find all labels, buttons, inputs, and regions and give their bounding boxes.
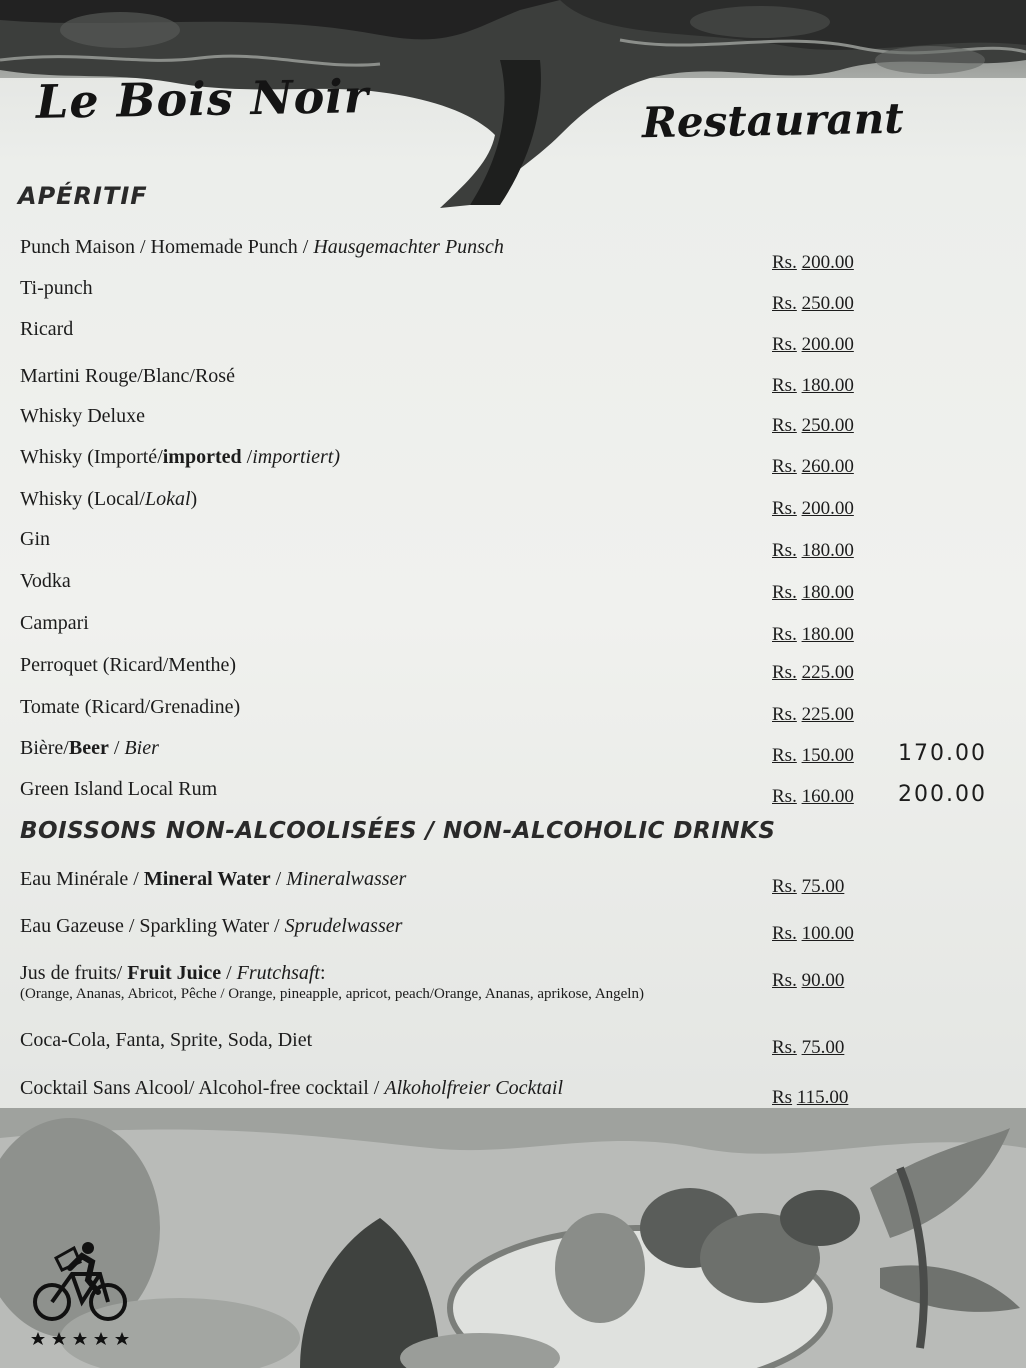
menu-item-name [20,488,197,511]
menu-item-name [20,1077,563,1100]
price-amount: 225.00 [801,704,854,725]
five-stars-icon [31,1332,129,1345]
price-currency: Rs. [772,293,797,314]
text-segment: ) [190,488,198,510]
cyclist-icon [30,1240,134,1350]
text-segment: / [108,737,125,759]
menu-item-price [772,624,854,646]
section-title-aperitif: APÉRITIF [18,182,148,210]
price-amount: 180.00 [801,375,854,396]
text-segment: Coca-Cola, Fanta, Sprite, Soda, Diet [20,1029,313,1051]
menu-item-price [772,540,854,562]
text-segment: Eau Minérale / [20,868,144,890]
menu-item-name [20,868,406,891]
menu-item-price [772,293,854,315]
menu-item-name [20,570,71,593]
menu-item-name [20,915,402,938]
price-currency: Rs [772,1087,793,1108]
menu-item-price [772,704,854,726]
menu-item-name [20,405,145,428]
text-segment: ) [638,986,644,1002]
price-amount: 200.00 [801,498,854,519]
text-segment: Campari [20,612,89,634]
text-segment: Perroquet (Ricard/Menthe) [20,654,237,676]
text-segment: Bière/ [20,737,69,759]
price-amount: 75.00 [801,876,845,897]
restaurant-brand: Le Bois Noir [35,69,370,129]
price-amount: 75.00 [801,1037,845,1058]
price-currency: Rs. [772,662,797,683]
price-currency: Rs. [772,415,797,436]
menu-item-price [772,745,854,767]
text-segment: importiert) [252,446,340,468]
menu-item-name [20,528,50,551]
price-amount: 115.00 [796,1087,849,1108]
price-amount: 260.00 [801,456,854,477]
text-segment: : [320,962,326,984]
menu-item-name [20,778,217,801]
menu-item-name [20,696,240,719]
text-segment: Frutchsaft [236,962,320,984]
menu-item [20,696,1010,736]
price-currency: Rs. [772,745,797,766]
revised-price: 200.00 [898,782,987,807]
restaurant-label: Restaurant [641,93,905,148]
price-currency: Rs. [772,1037,797,1058]
price-currency: Rs. [772,498,797,519]
text-segment: Ricard [20,318,74,340]
price-currency: Rs. [772,582,797,603]
menu-item-price [772,786,854,808]
menu-item [20,915,1010,955]
text-segment: Gin [20,528,50,550]
price-amount: 160.00 [801,786,854,807]
menu-item-price [772,582,854,604]
text-segment: Bier [124,737,159,759]
price-amount: 150.00 [801,745,854,766]
menu-item [20,737,1010,777]
price-currency: Rs. [772,456,797,477]
menu-item-price [772,375,854,397]
menu-item-name [20,318,73,341]
text-segment: Vodka [20,570,71,592]
text-segment: Eau Gazeuse / Sparkling Water / [20,915,285,937]
price-amount: 200.00 [801,252,854,273]
text-segment: Tomate (Ricard/Grenadine) [20,696,241,718]
price-amount: 225.00 [801,662,854,683]
price-currency: Rs. [772,540,797,561]
price-currency: Rs. [772,786,797,807]
price-currency: Rs. [772,970,797,991]
menu-item [20,446,1010,486]
menu-item [20,962,1010,1002]
menu-item-name [20,962,326,985]
menu-item [20,277,1010,317]
menu-item-price [772,334,854,356]
text-segment: Mineral Water [143,868,271,890]
menu-item [20,365,1010,405]
text-segment: Fruit Juice [127,962,222,984]
text-segment: Green Island Local Rum [20,778,218,800]
menu-item-name [20,654,236,677]
text-segment: Whisky (Local/ [20,488,145,510]
menu-item [20,612,1010,652]
text-segment: / [241,446,253,468]
menu-item-name [20,365,235,388]
price-amount: 250.00 [801,415,854,436]
menu-item [20,1029,1010,1069]
menu-item [20,318,1010,358]
section-title-non-alcoholic: BOISSONS NON-ALCOOLISÉES / NON-ALCOHOLIC DRINKS [20,818,776,844]
text-segment: Orange, pineapple, apricot, peach [228,986,430,1002]
text-segment: (Orange, Ananas, Abricot, Pêche / [20,986,229,1002]
menu-item-price [772,1037,844,1059]
price-amount: 100.00 [801,923,854,944]
menu-item-price [772,970,844,992]
menu-item-price [772,456,854,478]
menu-item-price [772,415,854,437]
text-segment: Hausgemachter Punsch [313,236,504,258]
price-amount: 180.00 [801,540,854,561]
text-segment: Lokal [144,488,191,510]
menu-item-name [20,446,340,469]
text-segment: Mineralwasser [286,868,407,890]
price-currency: Rs. [772,375,797,396]
menu-item-price [772,662,854,684]
text-segment: / [429,986,435,1002]
price-amount: 250.00 [801,293,854,314]
text-segment: Ti-punch [20,277,93,299]
text-segment: Whisky (Importé/ [20,446,163,468]
text-segment: Martini Rouge/Blanc/Rosé [20,365,235,387]
menu-item-price [772,1087,848,1109]
menu-item [20,654,1010,694]
price-amount: 90.00 [801,970,845,991]
text-segment: Jus de fruits/ [20,962,128,984]
price-currency: Rs. [772,923,797,944]
text-segment: Cocktail Sans Alcool/ Alcohol-free cocktail / [20,1077,385,1099]
price-currency: Rs. [772,334,797,355]
menu-item [20,778,1010,818]
menu-item-price [772,876,844,898]
menu-item-name [20,1029,312,1052]
menu-item [20,405,1010,445]
menu-item-name [20,236,504,259]
menu-item [20,868,1010,908]
menu-item [20,236,1010,276]
price-amount: 180.00 [801,624,854,645]
menu-item-name [20,612,89,635]
text-segment: Orange, Ananas, aprikose, Angeln [434,986,639,1002]
text-segment: / [270,868,287,890]
price-amount: 200.00 [801,334,854,355]
text-segment: Punch Maison / Homemade Punch / [20,236,314,258]
menu-item-price [772,498,854,520]
text-segment: Beer [68,737,109,759]
menu-item-note [20,986,644,1003]
text-segment: Alkoholfreier Cocktail [384,1077,564,1099]
menu-item [20,528,1010,568]
price-currency: Rs. [772,704,797,725]
menu-item-price [772,252,854,274]
text-segment: imported [162,446,242,468]
menu-item-price [772,923,854,945]
price-currency: Rs. [772,876,797,897]
menu-item-name [20,737,159,760]
menu-item-name [20,277,93,300]
revised-price: 170.00 [898,741,987,766]
menu-item [20,570,1010,610]
fruit-bowl-illustration [0,1108,1026,1368]
price-currency: Rs. [772,624,797,645]
text-segment: Whisky Deluxe [20,405,145,427]
menu-item [20,488,1010,528]
text-segment: / [221,962,237,984]
price-currency: Rs. [772,252,797,273]
text-segment: Sprudelwasser [284,915,403,937]
price-amount: 180.00 [801,582,854,603]
